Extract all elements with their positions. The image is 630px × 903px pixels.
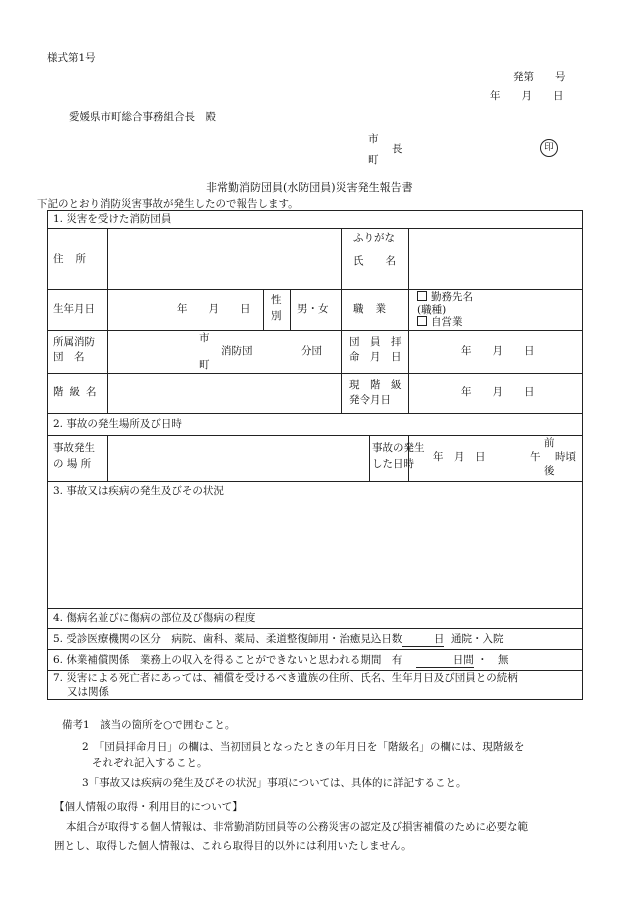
birth-label: 生年月日 <box>53 303 95 315</box>
section5-medical <box>53 633 504 647</box>
section5-text: 5. 受診医療機関の区分 病院、歯科、薬局、柔道整復師用・治癒見込日数 <box>53 633 403 645</box>
appoint-date: 年 月 日 <box>461 345 535 357</box>
pm-mark[interactable]: 後 <box>544 465 555 477</box>
occupation-employer-text: 勤務先名 <box>431 291 473 303</box>
note-3: 3「事故又は疾病の発生及びその状況」事項については、具体的に詳記すること。 <box>82 777 467 789</box>
time-label-1: 事故の発生 <box>372 442 425 454</box>
unit-label-1: 所属消防 <box>53 336 95 348</box>
address-label: 住所 <box>53 253 98 265</box>
sex-label-1: 性 <box>271 294 282 306</box>
am-mark[interactable]: 前 <box>544 437 555 449</box>
ampm-base: 午 <box>530 451 541 463</box>
time-label-2: した日時 <box>372 458 414 470</box>
appoint-label-1: 団 員 拝 <box>349 336 402 348</box>
addressee: 愛媛県市町総合事務組合長 殿 <box>69 111 216 123</box>
page-title: 非常勤消防団員(水防団員)災害発生報告書 <box>206 181 413 194</box>
report-form-table <box>47 210 583 700</box>
section7-line2: 又は関係 <box>67 686 109 698</box>
time-suffix: 時頃 <box>555 451 576 463</box>
section6-text: 6. 休業補償関係 業務上の収入を得ることができないと思われる期間 有 <box>53 654 403 666</box>
days-field[interactable] <box>402 633 444 647</box>
leave-none-option[interactable]: ・ 無 <box>477 654 509 666</box>
privacy-line1: 本組合が取得する個人情報は、非常勤消防団員等の公務災害の認定及び損害補償のために必要な範 <box>66 821 528 833</box>
furigana-label: ふりがな <box>353 232 395 244</box>
birth-date: 年 月 日 <box>177 303 251 315</box>
place-label-1: 事故発生 <box>53 442 95 454</box>
occupation-self-option[interactable] <box>417 316 463 329</box>
sender-town: 町 <box>368 154 379 166</box>
rank-date: 年 月 日 <box>461 386 535 398</box>
section7-line1: 7. 災害による死亡者にあっては、補償を受けるべき遺族の住所、氏名、生年月日及び団員との続柄 <box>53 672 518 684</box>
occupation-type: (職種) <box>417 304 447 316</box>
unit-branch: 分団 <box>301 345 322 357</box>
accident-date: 年 月 日 <box>433 451 486 463</box>
note-2-line1: 2 「団員拝命月日」の欄は、当初団員となったときの年月日を「階級名」の欄には、現階級を <box>82 741 525 753</box>
section1-heading: 1. 災害を受けた消防団員 <box>53 213 172 225</box>
seal-mark <box>540 139 558 157</box>
section6-leave <box>53 654 509 668</box>
issue-date: 年 月 日 <box>490 90 564 102</box>
form-number: 様式第1号 <box>47 52 96 64</box>
sex-label-2: 別 <box>271 310 282 322</box>
note-1: 備考1 該当の箇所を○で囲むこと。 <box>62 719 236 731</box>
seal-text: 印 <box>540 139 558 157</box>
sender-head: 長 <box>392 143 403 155</box>
sender-city: 市 <box>368 133 379 145</box>
section3-heading: 3. 事故又は疾病の発生及びその状況 <box>53 485 224 497</box>
self-employed-checkbox[interactable] <box>417 316 427 326</box>
sex-options[interactable]: 男・女 <box>297 303 329 315</box>
rank-label: 階級名 <box>53 386 103 398</box>
occupation-employer-option[interactable] <box>417 291 473 304</box>
employer-checkbox[interactable] <box>417 291 427 301</box>
name-label: 氏名 <box>353 255 418 267</box>
unit-label-2: 団 名 <box>53 351 85 363</box>
unit-town: 町 <box>199 359 210 371</box>
rank-date-label-1: 現 階 級 <box>349 379 402 391</box>
unit-corps: 消防団 <box>221 345 253 357</box>
unit-city: 市 <box>199 332 210 344</box>
privacy-heading: 【個人情報の取得・利用目的について】 <box>54 801 243 813</box>
note-2-line2: それぞれ記入すること。 <box>92 757 208 769</box>
occupation-self-text: 自営業 <box>431 316 463 328</box>
intro-text: 下記のとおり消防災害事故が発生したので報告します。 <box>37 198 299 210</box>
rank-date-label-2: 発令月日 <box>349 394 391 406</box>
occupation-label: 職業 <box>353 303 398 315</box>
appoint-label-2: 命 月 日 <box>349 351 402 363</box>
visit-options[interactable]: 通院・入院 <box>451 633 504 645</box>
period-field[interactable] <box>416 654 474 668</box>
place-label-2: の 場 所 <box>53 458 92 470</box>
privacy-line2: 囲とし、取得した個人情報は、これら取得目的以外には利用いたしません。 <box>54 840 412 852</box>
section2-heading: 2. 事故の発生場所及び日時 <box>53 418 182 430</box>
section4-heading: 4. 傷病名並びに傷病の部位及び傷病の程度 <box>53 612 256 624</box>
issue-number: 発第 号 <box>513 71 566 83</box>
days-unit: 日 <box>433 633 445 645</box>
period-unit: 日間 <box>452 654 474 666</box>
